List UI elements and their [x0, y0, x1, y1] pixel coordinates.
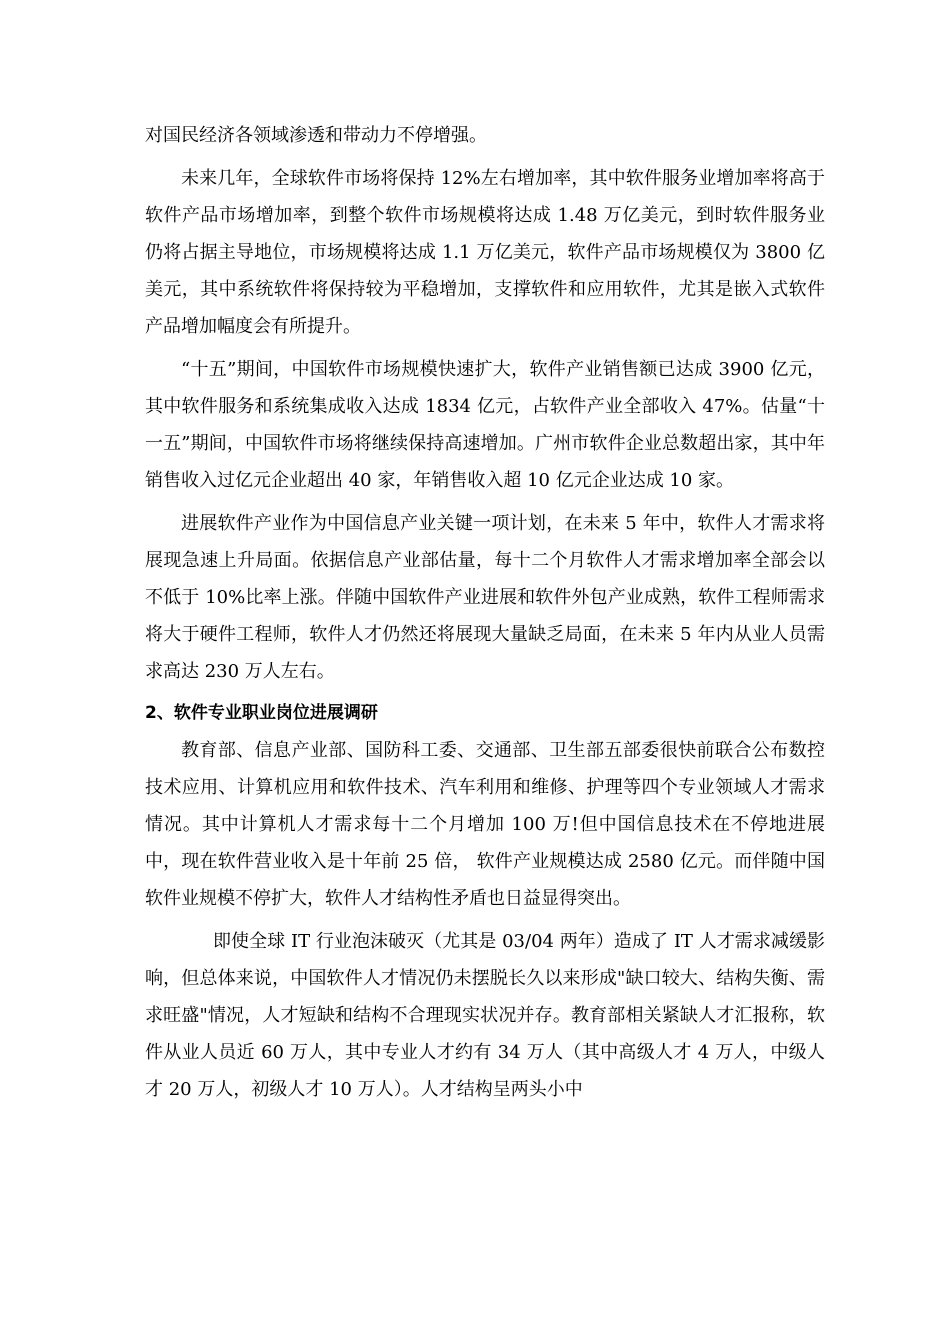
- paragraph-talent-demand: 进展软件产业作为中国信息产业关键一项计划，在未来 5 年中，软件人才需求将展现急速上升局面。依据信息产业部估量，每十二个月软件人才需求增加率全部会以不低于 10%比率上涨。伴随中国软件产业进展和软件外包产业成熟，软件工程师需求将大于硬件工程师，软件人才仍然还将展现大量缺乏局面，在未来 5 年内从业人员需求高达 230 万人左右。: [145, 513, 825, 682]
- paragraph-china-market: “十五”期间，中国软件市场规模快速扩大，软件产业销售额已达成 3900 亿元，其中软件服务和系统集成收入达成 1834 亿元，占软件产业全部收入 47%。估量“十一五”期间，中国软件市场将继续保持高速增加。广州市软件企业总数超出家，其中年销售收入过亿元企业超出 40 家，年销售收入超 10 亿元企业达成 10 家。: [145, 359, 825, 491]
- paragraph-ministry-report: 教育部、信息产业部、国防科工委、交通部、卫生部五部委很快前联合公布数控技术应用、计算机应用和软件技术、汽车利用和维修、护理等四个专业领域人才需求情况。其中计算机人才需求每十二个月增加 100 万!但中国信息技术在不停地进展中，现在软件营业收入是十年前 25 倍， 软件产业规模达成 2580 亿元。而伴随中国软件业规模不停扩大，软件人才结构性矛盾也日益显得突出。: [145, 740, 825, 909]
- paragraph-continuation: 对国民经济各领域渗透和带动力不停增强。: [145, 125, 487, 146]
- paragraph-talent-structure: 即使全球 IT 行业泡沫破灭（尤其是 03/04 两年）造成了 IT 人才需求减缓影响，但总体来说，中国软件人才情况仍未摆脱长久以来形成"缺口较大、结构失衡、需求旺盛"情况，人才短缺和结构不合理现实状况并存。教育部相关紧缺人才汇报称，软件从业人员近 60 万人，其中专业人才约有 34 万人（其中高级人才 4 万人，中级人才 20 万人，初级人才 10 万人）。人才结构呈两头小中: [145, 931, 825, 1100]
- paragraph-global-market: 未来几年，全球软件市场将保持 12%左右增加率，其中软件服务业增加率将高于软件产品市场增加率，到整个软件市场规模将达成 1.48 万亿美元，到时软件服务业仍将占据主导地位，市场规模将达成 1.1 万亿美元，软件产品市场规模仅为 3800 亿美元，其中系统软件将保持较为平稳增加，支撑软件和应用软件，尤其是嵌入式软件产品增加幅度会有所提升。: [145, 168, 825, 337]
- section-heading: 2、软件专业职业岗位进展调研: [145, 703, 378, 723]
- document-body: [145, 117, 825, 1114]
